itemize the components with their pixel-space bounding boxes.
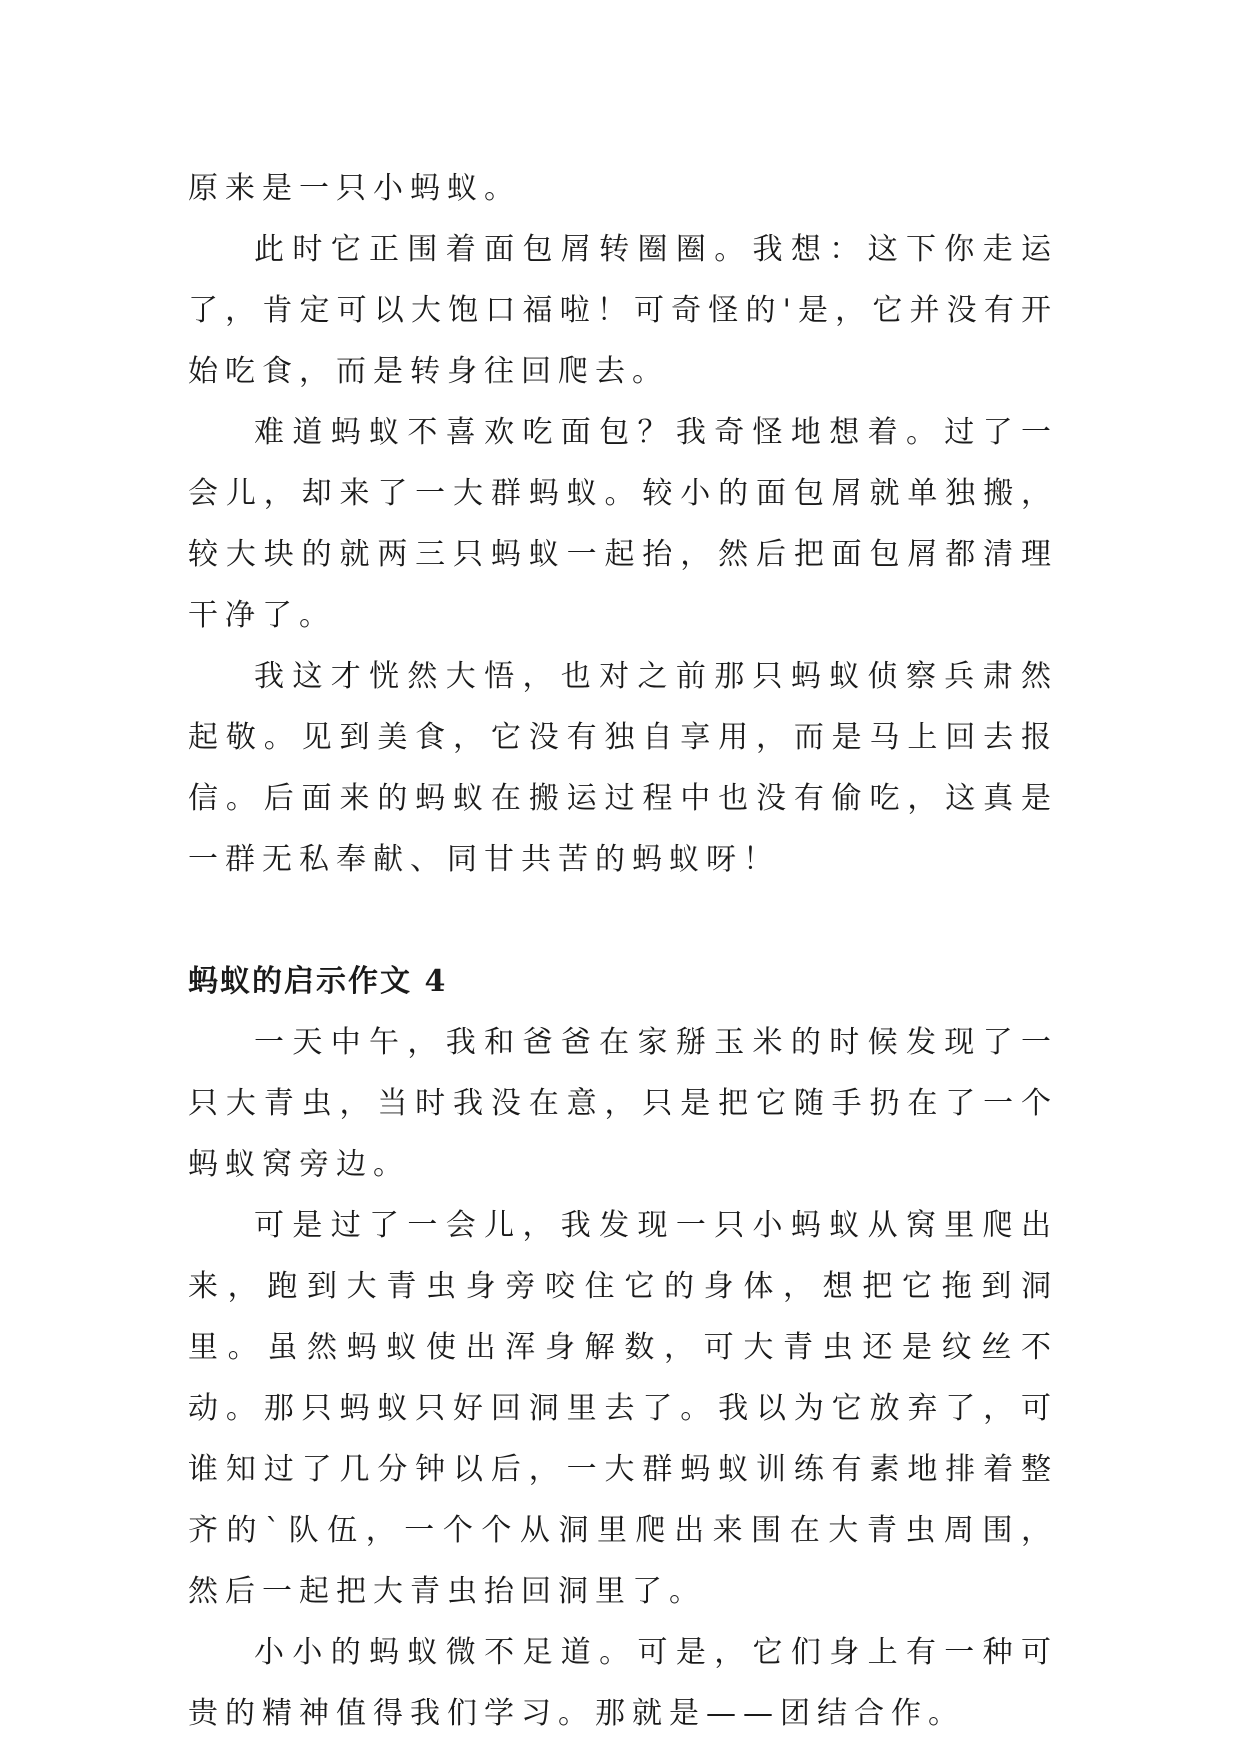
section-spacer [188, 890, 1058, 951]
paragraph: 小小的蚂蚁微不足道。可是，它们身上有一种可贵的精神值得我们学习。那就是——团结合作。 [188, 1635, 1058, 1731]
section-title: 蚂蚁的启示作文 4 [188, 964, 448, 999]
document-body [188, 160, 1058, 1744]
paragraph: 可是过了一会儿，我发现一只小蚂蚁从窝里爬出来，跑到大青虫身旁咬住它的身体，想把它拖到洞里。虽然蚂蚁使出浑身解数，可大青虫还是纹丝不动。那只蚂蚁只好回洞里去了。我以为它放弃了，可谁知过了几分钟以后，一大群蚂蚁训练有素地排着整齐的`队伍，一个个从洞里爬出来围在大青虫周围，然后一起把大青虫抬回洞里了。 [188, 1208, 1058, 1609]
paragraph: 此时它正围着面包屑转圈圈。我想：这下你走运了，肯定可以大饱口福啦！可奇怪的'是，它并没有开始吃食，而是转身往回爬去。 [188, 232, 1058, 389]
paragraph-continuation: 原来是一只小蚂蚁。 [188, 171, 521, 206]
paragraph: 一天中午，我和爸爸在家掰玉米的时候发现了一只大青虫，当时我没在意，只是把它随手扔在了一个蚂蚁窝旁边。 [188, 1025, 1058, 1182]
paragraph: 难道蚂蚁不喜欢吃面包？我奇怪地想着。过了一会儿，却来了一大群蚂蚁。较小的面包屑就单独搬，较大块的就两三只蚂蚁一起抬，然后把面包屑都清理干净了。 [188, 415, 1058, 633]
paragraph: 我这才恍然大悟，也对之前那只蚂蚁侦察兵肃然起敬。见到美食，它没有独自享用，而是马上回去报信。后面来的蚂蚁在搬运过程中也没有偷吃，这真是一群无私奉献、同甘共苦的蚂蚁呀！ [188, 659, 1058, 877]
